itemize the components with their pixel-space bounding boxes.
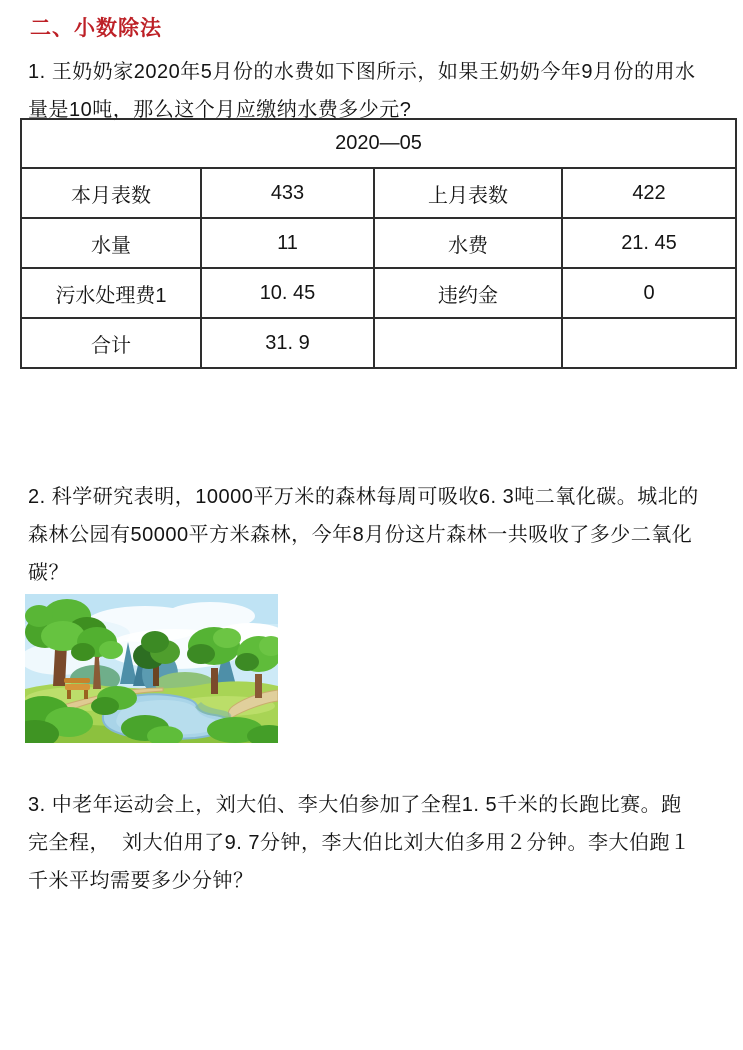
bill-cell-previous-reading-value: 422 xyxy=(562,168,736,218)
forest-park-illustration xyxy=(25,594,278,743)
table-row xyxy=(21,218,736,268)
problem-1-line-1: 1. 王奶奶家2020年5月份的水费如下图所示，如果王奶奶今年9月份的用水 xyxy=(28,61,696,83)
bill-cell-empty-2 xyxy=(562,318,736,368)
water-bill-table xyxy=(20,118,737,369)
problem-3-line-3: 千米平均需要多少分钟？ xyxy=(28,870,254,892)
bill-cell-sewage-fee-label: 污水处理费1 xyxy=(21,268,201,318)
bill-cell-penalty-label: 违约金 xyxy=(374,268,562,318)
bill-cell-previous-reading-label: 上月表数 xyxy=(374,168,562,218)
bill-cell-current-reading-value: 433 xyxy=(201,168,374,218)
bill-cell-water-volume-label: 水量 xyxy=(21,218,201,268)
problem-3-line-1: 3. 中老年运动会上，刘大伯、李大伯参加了全程1. 5千米的长跑比赛。跑 xyxy=(28,794,682,816)
problem-3-text xyxy=(28,786,723,900)
problem-2-text xyxy=(28,478,723,592)
bill-cell-total-label: 合计 xyxy=(21,318,201,368)
table-row xyxy=(21,268,736,318)
bill-cell-empty-1 xyxy=(374,318,562,368)
table-row xyxy=(21,318,736,368)
bill-cell-water-fee-value: 21. 45 xyxy=(562,218,736,268)
bill-cell-water-volume-value: 11 xyxy=(201,218,374,268)
problem-2-line-3: 碳？ xyxy=(28,562,69,584)
table-row xyxy=(21,168,736,218)
bill-period-title: 2020—05 xyxy=(21,119,736,168)
problem-3-line-2: 完全程， 刘大伯用了9. 7分钟，李大伯比刘大伯多用２分钟。李大伯跑１ xyxy=(28,832,691,854)
bill-cell-water-fee-label: 水费 xyxy=(374,218,562,268)
bill-cell-current-reading-label: 本月表数 xyxy=(21,168,201,218)
problem-2-line-2: 森林公园有50000平方米森林，今年8月份这片森林一共吸收了多少二氧化 xyxy=(28,524,693,546)
section-heading: 二、小数除法 xyxy=(30,17,162,40)
bill-cell-total-value: 31. 9 xyxy=(201,318,374,368)
table-row xyxy=(21,119,736,168)
problem-1-line-2: 量是10吨，那么这个月应缴纳水费多少元? xyxy=(28,99,412,121)
bill-cell-penalty-value: 0 xyxy=(562,268,736,318)
problem-2-line-1: 2. 科学研究表明，10000平万米的森林每周可吸收6. 3吨二氧化碳。城北的 xyxy=(28,486,699,508)
bill-cell-sewage-fee-value: 10. 45 xyxy=(201,268,374,318)
